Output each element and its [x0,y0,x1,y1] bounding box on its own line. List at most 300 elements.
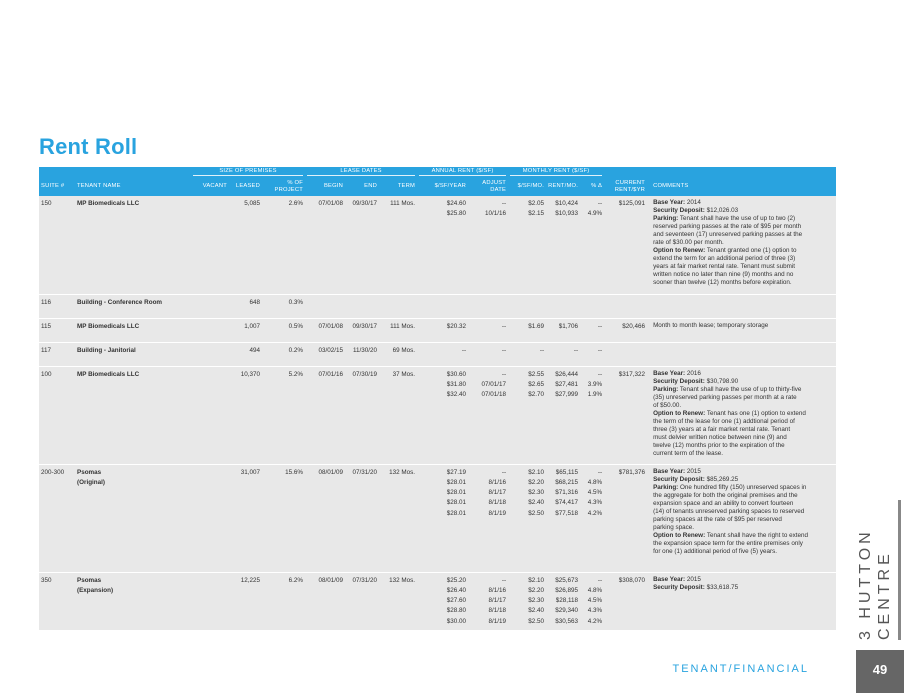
cell-vacant [191,294,229,318]
cell-rent-mo-value: $10,424 [555,200,579,207]
cell-tenant-sub: (Original) [77,478,105,486]
cell-sf-mo-value: $2.20 [528,586,545,594]
cell-rent-mo [546,464,580,572]
cell-term: 111 Mos. [390,200,416,207]
comment-line [653,402,832,410]
cell-sf-year-value: $27.19 [446,468,467,476]
comment-line [653,516,832,524]
cell-end: 09/30/17 [345,318,379,342]
comment-text: years at fair market rental rate. Tenant must submit [653,263,796,270]
cell-adjust-date-value: 8/1/16 [488,478,507,486]
cell-term: 111 Mos. [379,318,417,342]
comment-text: $12,026.03 [704,207,739,214]
cell-begin: 07/01/08 [305,318,345,342]
cell-sf-year-value: $28.01 [446,489,467,497]
table-row [39,342,836,366]
table-row [39,464,836,572]
comment-text: One hundred fifty (150) unreserved spaces in [678,483,807,491]
cell-adjust-date-value: 07/01/18 [481,391,507,399]
cell-sf-mo-value: $2.15 [528,210,545,218]
col-adjust-date: ADJUST DATE [482,180,507,193]
comment-line [653,223,832,231]
cell-current-rent: $308,070 [604,572,647,638]
cell-pct-delta-value: 4.8% [587,478,603,486]
comment-line [653,532,832,540]
cell-tenant: Building - Janitorial [75,342,191,366]
cell-pct-project: 6.2% [262,572,305,638]
cell-end: 07/31/20 [345,464,379,572]
cell-sf-year [417,572,468,638]
cell-pct-delta-value: 4.5% [587,489,603,497]
cell-sf-mo-value: $2.70 [528,391,545,399]
comment-text: twelve (12) months prior to the expiration of the [653,441,785,449]
group-header-row [39,167,836,177]
col-tenant: TENANT NAME [77,183,121,190]
comment-label: Base Year: [653,575,686,583]
cell-rent-mo-value: $26,895 [555,586,579,594]
cell-leased: 5,085 [244,200,260,207]
cell-sf-mo-value: $2.05 [528,200,545,207]
group-header-annual: ANNUAL RENT ($/SF) [417,167,508,177]
cell-pct-delta-value: 4.8% [587,586,603,594]
comment-line [653,492,832,500]
cell-sf-year-value: $30.60 [446,370,467,378]
cell-adjust-date [468,464,508,572]
comment-line [653,434,832,442]
col-end: END [364,183,378,190]
cell-current-rent: $20,466 [604,318,647,342]
cell-rent-mo [546,318,580,342]
comment-label: Base Year: [653,369,686,377]
cell-tenant: MP Biomedicals LLC [75,366,191,464]
comment-text: $85,269.25 [704,475,739,483]
cell-suite: 350 [39,572,75,638]
comment-label: Parking: [653,483,679,491]
cell-adjust-date [468,342,508,366]
cell-end: 07/31/20 [345,572,379,638]
cell-term: 132 Mos. [379,572,417,638]
comment-line [653,239,832,247]
cell-sf-year [417,294,468,318]
side-logo [856,500,902,640]
cell-sf-year-value: $25.80 [446,210,467,218]
cell-rent-mo [546,366,580,464]
cell-adjust-date-value: 8/1/19 [488,617,507,625]
comment-text: must delvier written notice between nine (9) and [653,433,787,441]
cell-sf-year-value: -- [461,346,467,354]
cell-tenant: Psomas (Original) [75,464,191,572]
cell-rent-mo-value: $71,316 [555,489,579,497]
col-leased: LEASED [235,183,260,190]
cell-pct-delta [580,464,604,572]
comment-label: Security Deposit: [653,583,705,591]
comment-label: Option to Renew: [653,247,706,254]
cell-adjust-date-value: 8/1/16 [488,586,507,594]
comment-line [653,476,832,484]
table-row [39,196,836,294]
column-header-row [39,177,836,196]
cell-comments [647,464,836,572]
cell-rent-mo-value: $1,706 [558,322,579,330]
cell-rent-mo [546,294,580,318]
cell-vacant [191,572,229,638]
comment-label: Parking: [653,385,679,393]
cell-suite: 117 [39,342,75,366]
cell-pct-delta-value: 3.9% [587,380,603,388]
comment-line [653,548,832,556]
comment-text: the expansion space term for the entire premises only [653,539,803,547]
cell-comments [647,318,836,342]
cell-sf-mo-value: $2.50 [528,509,545,517]
cell-begin: 07/01/08 [318,200,344,207]
cell-sf-mo [508,342,546,366]
cell-pct-project: 2.6% [288,200,304,207]
comment-text: Tenant shall have the use of up to two (2) [678,215,796,222]
footer-section-label: TENANT/FINANCIAL [672,663,809,675]
cell-leased: 494 [229,342,262,366]
cell-pct-project: 0.3% [262,294,305,318]
cell-adjust-date-value: 8/1/18 [488,607,507,615]
cell-sf-year-value: $27.60 [446,597,467,605]
comment-text: Tenant shall have the right to extend [705,531,808,539]
cell-rent-mo-value: $27,999 [555,391,579,399]
cell-sf-year [417,366,468,464]
cell-pct-delta-value: 4.9% [587,210,603,218]
cell-sf-mo-value: -- [539,346,545,354]
comment-line [653,508,832,516]
comment-text: Tenant granted one (1) option to [705,247,797,254]
cell-sf-mo-value: $2.30 [528,489,545,497]
comment-label: Base Year: [653,199,686,206]
cell-adjust-date-value: -- [501,200,507,207]
comment-line [653,247,832,255]
cell-sf-mo [508,572,546,638]
col-sf-year: $/SF/YEAR [434,183,467,190]
cell-sf-mo-value: $2.50 [528,617,545,625]
comment-line [653,540,832,548]
comment-line [653,263,832,271]
cell-pct-delta [580,318,604,342]
comment-line [653,524,832,532]
comment-label: Base Year: [653,467,686,475]
comment-line [653,271,832,279]
col-vacant: VACANT [202,183,227,190]
comment-text: sooner than twelve (12) months before expiration. [653,279,792,286]
cell-tenant: Building - Conference Room [75,294,191,318]
cell-pct-delta [580,342,604,366]
group-header-monthly: MONTHLY RENT ($/SF) [508,167,604,177]
comment-line [653,215,832,223]
comment-line [653,410,832,418]
comment-line [653,279,832,287]
cell-adjust-date-value: -- [501,468,507,476]
comment-line [653,418,832,426]
cell-adjust-date-value: 8/1/19 [488,509,507,517]
cell-vacant [191,196,229,294]
comment-label: Option to Renew: [653,531,706,539]
cell-adjust-date-value: 8/1/18 [488,499,507,507]
cell-pct-project: 5.2% [262,366,305,464]
comment-text: (35) unreserved parking passes per month at a rate [653,393,797,401]
cell-rent-mo-value: $68,215 [555,478,579,486]
cell-sf-mo [508,366,546,464]
comment-label: Security Deposit: [653,207,705,214]
comment-text: and seventeen (17) unreserved parking passes at the [653,231,803,238]
cell-term [379,294,417,318]
cell-current-rent [604,342,647,366]
cell-leased: 1,007 [229,318,262,342]
comment-text: (14) of tenants unreserved parking spaces to reserved [653,507,805,515]
cell-sf-mo-value: $1.69 [528,322,545,330]
comment-text: rate of $30.00 per month. [653,239,724,246]
comment-line [653,468,832,476]
cell-sf-mo [508,318,546,342]
cell-sf-mo [508,294,546,318]
table-row [39,572,836,638]
cell-sf-year-value: $31.80 [446,380,467,388]
comment-text: reserved parking passes at the rate of $95 per month [653,223,802,230]
page-number: 49 [856,650,904,693]
cell-sf-year-value: $28.01 [446,509,467,517]
group-header-size: SIZE OF PREMISES [191,167,305,177]
cell-adjust-date-value: -- [501,346,507,354]
cell-vacant [191,318,229,342]
cell-pct-delta-value: 4.3% [587,607,603,615]
cell-sf-mo-value: $2.10 [528,576,545,584]
cell-term: 37 Mos. [379,366,417,464]
comment-text: the term of the lease for one (1) addtional period of [653,417,795,425]
cell-sf-year [417,196,468,294]
table-row [39,294,836,318]
comment-line [653,255,832,263]
comment-text: 2015 [685,467,701,475]
cell-sf-mo-value: $2.30 [528,597,545,605]
comment-text: parking space. [653,523,695,531]
cell-term: 69 Mos. [379,342,417,366]
cell-rent-mo-value: $26,444 [555,370,579,378]
cell-pct-delta [580,366,604,464]
cell-adjust-date [468,366,508,464]
cell-vacant [191,366,229,464]
cell-vacant [191,342,229,366]
comment-line [653,322,832,330]
cell-sf-year [417,342,468,366]
cell-suite: 100 [39,366,75,464]
cell-rent-mo-value: $25,673 [555,576,579,584]
comment-text: 2014 [685,199,701,206]
cell-adjust-date-value: 8/1/17 [488,597,507,605]
cell-pct-project: 0.2% [262,342,305,366]
comment-line [653,450,832,458]
cell-sf-year-value: $25.20 [446,576,467,584]
cell-suite: 115 [39,318,75,342]
rent-roll-table [39,167,836,638]
cell-begin: 08/01/09 [305,572,345,638]
cell-sf-mo-value: $2.40 [528,499,545,507]
comment-line [653,199,832,207]
comment-text: current term of the lease. [653,449,724,457]
cell-sf-year-value: $20.32 [446,322,467,330]
cell-pct-delta-value: -- [597,346,603,354]
cell-pct-project: 15.6% [262,464,305,572]
cell-pct-delta-value: -- [597,468,603,476]
comment-line [653,207,832,215]
comment-line [653,231,832,239]
cell-adjust-date-value: 10/1/16 [485,210,507,218]
cell-sf-mo-value: $2.55 [528,370,545,378]
cell-end [345,294,379,318]
cell-pct-delta-value: 4.2% [587,617,603,625]
side-logo-text: 3 HUTTON CENTRE [857,528,893,640]
col-comments: COMMENTS [653,183,689,190]
group-header-lease: LEASE DATES [305,167,417,177]
cell-pct-delta-value: 4.3% [587,499,603,507]
cell-adjust-date-value: -- [501,576,507,584]
cell-tenant: MP Biomedicals LLC [75,318,191,342]
cell-leased: 31,007 [229,464,262,572]
cell-comments [647,342,836,366]
cell-sf-mo-value: $2.20 [528,478,545,486]
cell-end: 07/30/19 [345,366,379,464]
cell-adjust-date-value: 8/1/17 [488,489,507,497]
cell-rent-mo-value: $77,518 [555,509,579,517]
table-body [39,196,836,638]
comment-text: three (3) years at a fair market rental rate. Tenant [653,425,791,433]
cell-current-rent: $125,091 [618,200,646,207]
comment-line [653,484,832,492]
cell-end: 11/30/20 [345,342,379,366]
col-suite: SUITE # [41,183,65,190]
comment-text: of $50.00. [653,401,682,409]
comment-text: Tenant has one (1) option to extend [705,409,806,417]
comment-line [653,378,832,386]
comment-text: for one (1) additional period of five (5) years. [653,547,777,555]
comment-label: Security Deposit: [653,377,705,385]
col-current-rent: CURRENT RENT/$YR [614,180,646,193]
comment-text: $30,798.90 [704,377,739,385]
comment-text: expansion space and an ability to convert fourteen [653,499,794,507]
cell-tenant: MP Biomedicals LLC [77,200,140,207]
cell-pct-delta-value: 1.9% [587,391,603,399]
cell-sf-mo-value: $2.40 [528,607,545,615]
comment-line [653,426,832,434]
cell-sf-year [417,464,468,572]
cell-comments [647,294,836,318]
col-begin: BEGIN [323,183,344,190]
cell-rent-mo-value: $28,118 [555,597,579,605]
comment-text: written notice no later than nine (9) months and no [653,271,794,278]
comment-line [653,394,832,402]
cell-suite: 200-300 [39,464,75,572]
cell-sf-mo [508,196,546,294]
cell-begin: 03/02/15 [305,342,345,366]
cell-adjust-date [468,318,508,342]
comment-line [653,442,832,450]
comment-line [653,500,832,508]
cell-end: 09/30/17 [352,200,378,207]
cell-pct-delta [580,572,604,638]
cell-current-rent: $317,322 [604,366,647,464]
cell-adjust-date-value: -- [501,370,507,378]
cell-pct-delta-value: 4.5% [587,597,603,605]
side-logo-bar [898,500,901,640]
comment-text: 2015 [685,575,701,583]
cell-leased: 10,370 [229,366,262,464]
comment-line [653,576,832,584]
comment-text: parking spaces at the rate of $95 per reserved [653,515,782,523]
cell-rent-mo-value: $29,340 [555,607,579,615]
cell-sf-year-value: $28.01 [446,499,467,507]
page-title: Rent Roll [39,134,138,159]
cell-pct-project: 0.5% [262,318,305,342]
cell-tenant: Psomas (Expansion) [75,572,191,638]
comment-line [653,370,832,378]
cell-tenant-sub: (Expansion) [77,586,114,594]
cell-rent-mo-value: $30,563 [555,617,579,625]
cell-current-rent: $781,376 [604,464,647,572]
cell-sf-mo-value: $2.65 [528,380,545,388]
cell-comments [647,196,836,294]
cell-term: 132 Mos. [379,464,417,572]
comment-text: $33,618.75 [704,583,739,591]
cell-sf-year-value: $30.00 [446,617,467,625]
cell-adjust-date [468,196,508,294]
comment-text: Tenant shall have the use of up to thirty-five [678,385,802,393]
cell-pct-delta-value: -- [597,370,603,378]
cell-begin [305,294,345,318]
comment-text: Month to month lease; temporary storage [653,321,769,329]
cell-vacant [191,464,229,572]
comment-text: extend the term for an additional period of three (3) [653,255,796,262]
cell-pct-delta [580,196,604,294]
cell-rent-mo-value: $10,933 [555,210,579,218]
comment-label: Parking: [653,215,679,222]
comment-label: Option to Renew: [653,409,706,417]
cell-leased: 12,225 [229,572,262,638]
comment-label: Security Deposit: [653,475,705,483]
col-pct-delta: % Δ [591,183,603,190]
cell-sf-year-value: $24.60 [446,200,467,207]
col-rent-mo: RENT/MO. [548,183,579,190]
col-pct-project: % OF PROJECT [274,180,304,193]
cell-sf-year-value: $26.40 [446,586,467,594]
cell-rent-mo-value: $27,481 [555,380,579,388]
cell-sf-mo-value: $2.10 [528,468,545,476]
comment-line [653,386,832,394]
cell-rent-mo [546,572,580,638]
table-row [39,318,836,342]
cell-pct-delta-value: 4.2% [587,509,603,517]
cell-rent-mo-value: $74,417 [555,499,579,507]
rent-roll-table-container [39,167,836,630]
cell-sf-year-value: $28.80 [446,607,467,615]
cell-sf-mo [508,464,546,572]
col-term: TERM [397,183,416,190]
cell-adjust-date-value: -- [501,322,507,330]
cell-rent-mo [546,196,580,294]
cell-comments [647,366,836,464]
cell-sf-year [417,318,468,342]
comment-text: 2016 [685,369,701,377]
table-row [39,366,836,464]
comment-line [653,584,832,592]
cell-suite: 116 [39,294,75,318]
cell-leased: 648 [229,294,262,318]
cell-rent-mo-value: $65,115 [555,468,579,476]
cell-pct-delta-value: -- [597,576,603,584]
cell-begin: 08/01/09 [305,464,345,572]
cell-pct-delta-value: -- [597,200,603,207]
